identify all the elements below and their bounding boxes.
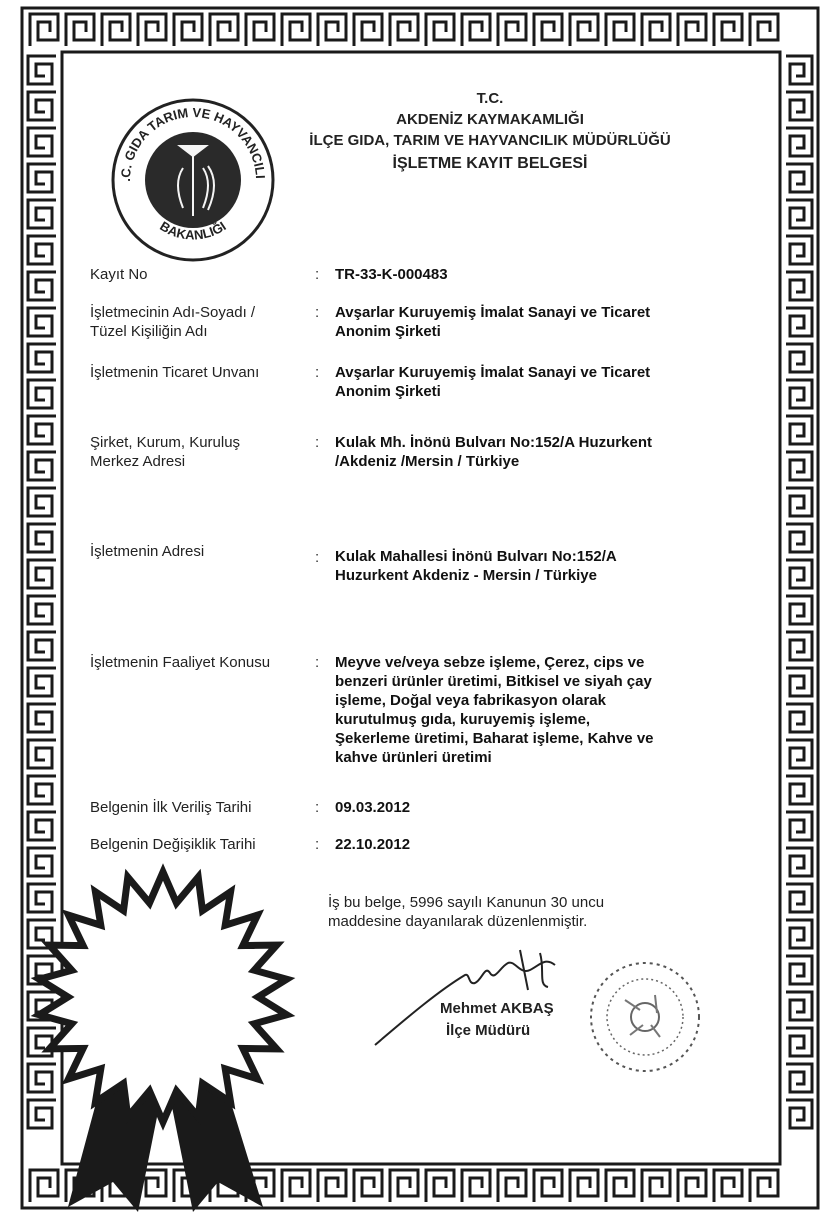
document-title: İŞLETME KAYIT BELGESİ <box>392 155 588 172</box>
award-rosette-seal <box>28 862 308 1222</box>
field-value: 22.10.2012 <box>335 836 411 853</box>
header-tc: T.C. <box>476 90 504 107</box>
document-header <box>250 88 730 175</box>
seal-top-text: .C. GIDA TARIM VE HAYVANCILI <box>117 104 269 182</box>
signer-title: İlçe Müdürü <box>446 1022 531 1039</box>
field-value: Kulak Mahallesi İnönü Bulvarı No:152/A Huzurkent Akdeniz - Mersin / Türkiye <box>335 548 617 584</box>
field-label: Şirket, Kurum, Kuruluş Merkez Adresi <box>90 434 241 470</box>
field-value: Avşarlar Kuruyemiş İmalat Sanayi ve Ticaret Anonim Şirketi <box>335 364 651 400</box>
field-label: Kayıt No <box>90 266 148 283</box>
legal-note: İş bu belge, 5996 sayılı Kanunun 30 uncu maddesine dayanılarak düzenlenmiştir. <box>328 894 605 930</box>
certificate-page: .C. GIDA TARIM VE HAYVANCILI BAKANLIĞI T.C. AKDENİZ KAYMAKAMLIĞI İLÇE GIDA, TARIM VE HAYVANCILIK MÜDÜRLÜĞÜ İŞLETME KAYIT BELGESİ Kayıt No : TR-33-K-000483 İşletmecinin Adı-Soyadı / Tüzel Kişiliğin Adı : Avşarlar Kuruyemiş İmalat Sanayi ve Ticaret Anonim Şirketi İşletmenin Ticaret Unvanı : Avşarlar Kuruyemiş İmalat Sanayi ve Ticaret Anonim Şirketi Şirket, Kurum, Kuruluş Merkez Adresi : Kulak Mh. İnönü Bulvarı No:152/A Huzurkent /Akdeniz /Mersin / Türkiye İşletmenin Adresi : Kulak Mahallesi İnönü Bulvarı No:152/A Huzurkent Akdeniz - Mersin / Türkiye İşletmenin Faaliyet Konusu : Meyve ve/veya sebze işleme, Çerez, cips ve benzeri ürünler üretimi, Bitkisel ve siyah çay işleme, Doğal veya fabrikasyon olarak kurutulmuş gıda, kuruyemiş işleme, Şekerleme üretimi, Baharat işleme, Kahve ve kahve ürünleri üretimi Belgenin İlk Veriliş Tarihi : 09.03.2012 Belgenin Değişiklik Tarihi : 22.10.2012 İş bu belge, 5996 sayılı Kanunun 30 uncu maddesine dayanılarak düzenlenmiştir. Mehmet AKBAŞ İlçe Müdürü <box>0 0 824 1224</box>
header-governorship: AKDENİZ KAYMAKAMLIĞI <box>396 111 584 128</box>
field-label: İşletmenin Faaliyet Konusu <box>90 654 271 671</box>
field-label: Belgenin İlk Veriliş Tarihi <box>90 799 252 816</box>
field-label: Belgenin Değişiklik Tarihi <box>90 836 256 853</box>
field-value: Avşarlar Kuruyemiş İmalat Sanayi ve Ticaret Anonim Şirketi <box>335 304 651 340</box>
field-value: Meyve ve/veya sebze işleme, Çerez, cips ve benzeri ürünler üretimi, Bitkisel ve siyah çay işleme, Doğal veya fabrikasyon olarak kurutulmuş gıda, kuruyemiş işleme, Şekerleme üretimi, Baharat işleme, Kahve ve kahve ürünleri üretimi <box>335 654 654 766</box>
field-value: TR-33-K-000483 <box>335 266 448 283</box>
field-value: 09.03.2012 <box>335 799 411 816</box>
header-directorate: İLÇE GIDA, TARIM VE HAYVANCILIK MÜDÜRLÜĞÜ <box>309 132 671 149</box>
signer-name: Mehmet AKBAŞ <box>440 1000 554 1017</box>
official-stamp <box>585 955 705 1080</box>
field-label: İşletmenin Ticaret Unvanı <box>90 364 260 381</box>
rosette-starburst <box>39 872 286 1122</box>
field-value: Kulak Mh. İnönü Bulvarı No:152/A Huzurkent /Akdeniz /Mersin / Türkiye <box>335 434 652 470</box>
field-label: İşletmecinin Adı-Soyadı / Tüzel Kişiliğin Adı <box>90 304 256 340</box>
field-label: İşletmenin Adresi <box>90 543 205 560</box>
seal-bottom-text: BAKANLIĞI <box>157 218 229 243</box>
